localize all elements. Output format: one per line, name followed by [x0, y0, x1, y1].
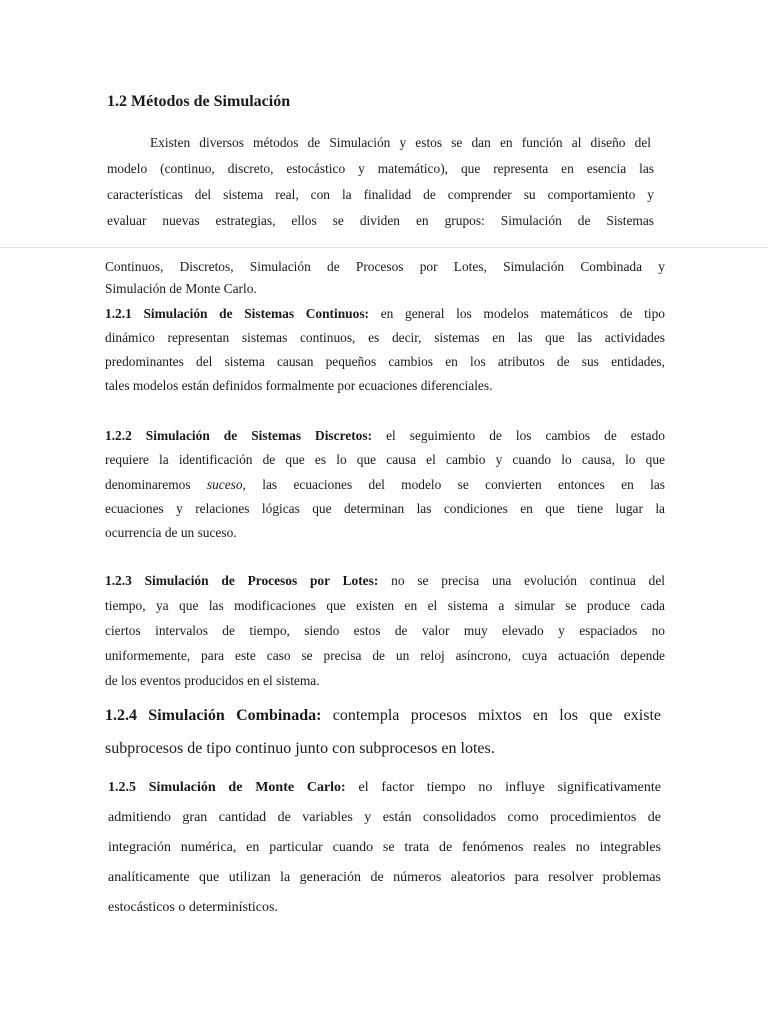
s122-heading: 1.2.2 Simulación de Sistemas Discretos:	[105, 428, 373, 443]
s123-heading: 1.2.3 Simulación de Procesos por Lotes:	[105, 573, 379, 588]
s123-line-3: ciertos intervalos de tiempo, siendo estos de valor muy elevado y espaciados no	[105, 623, 665, 638]
s123-line-4: uniformemente, para este caso se precisa de un reloj asíncrono, cuya actuación depende	[105, 648, 665, 663]
s122-line-5: ocurrencia de un suceso.	[105, 525, 237, 540]
s122-line-1-text: el seguimiento de los cambios de estado	[386, 428, 665, 443]
intro-line-3: características del sistema real, con la finalidad de comprender su comportamiento y	[107, 187, 654, 202]
s122-suceso-emphasis: suceso,	[206, 477, 246, 492]
s121-heading: 1.2.1 Simulación de Sistemas Continuos:	[105, 306, 369, 321]
intro-line-1: Existen diversos métodos de Simulación y estos se dan en función al diseño del	[150, 135, 651, 150]
s123-line-2: tiempo, ya que las modificaciones que existen en el sistema a simular se produce cada	[105, 598, 665, 613]
s121-line-2: dinámico representan sistemas continuos, es decir, sistemas en las que las actividades	[105, 330, 665, 345]
intro-line-4: evaluar nuevas estrategias, ellos se dividen en grupos: Simulación de Sistemas	[107, 213, 654, 228]
s123-line-1	[105, 573, 665, 589]
s123-line-1-text: no se precisa una evolución continua del	[391, 573, 666, 588]
s125-line-4: analíticamente que utilizan la generación de números aleatorios para resolver problemas	[108, 870, 661, 885]
s121-line-3: predominantes del sistema causan pequeños cambios en los atributos de sus entidades,	[105, 354, 665, 369]
s123-line-5: de los eventos producidos en el sistema.	[105, 673, 320, 688]
s122-line-4: ecuaciones y relaciones lógicas que determinan las condiciones en que tiene lugar la	[105, 501, 665, 516]
intro-line-5: Continuos, Discretos, Simulación de Procesos por Lotes, Simulación Combinada y	[105, 259, 665, 274]
s125-line-1-text: el factor tiempo no influye significativamente	[358, 780, 661, 795]
s125-heading: 1.2.5 Simulación de Monte Carlo:	[108, 780, 346, 795]
s122-line-3-b: las ecuaciones del modelo se convierten entonces en las	[262, 477, 665, 492]
s122-line-2: requiere la identificación de que es lo que causa el cambio y cuando lo causa, lo que	[105, 452, 665, 467]
s124-line-2: subprocesos de tipo continuo junto con subprocesos en lotes.	[105, 740, 495, 757]
s122-line-3-a: denominaremos	[105, 477, 191, 492]
page-divider	[0, 247, 768, 248]
s121-line-1	[105, 306, 665, 322]
s121-line-1-text: en general los modelos matemáticos de tipo	[380, 306, 665, 321]
s124-heading: 1.2.4 Simulación Combinada:	[105, 707, 322, 724]
intro-line-2: modelo (continuo, discreto, estocástico y matemático), que representa en esencia las	[107, 161, 654, 176]
s125-line-2: admitiendo gran cantidad de variables y están consolidados como procedimientos de	[108, 810, 661, 825]
s125-line-3: integración numérica, en particular cuando se trata de fenómenos reales no integrables	[108, 840, 661, 855]
s124-line-1-text: contempla procesos mixtos en los que existe	[332, 707, 661, 724]
section-title: 1.2 Métodos de Simulación	[107, 93, 291, 110]
s125-line-5: estocásticos o determinísticos.	[108, 900, 278, 915]
s121-line-4: tales modelos están definidos formalmente por ecuaciones diferenciales.	[105, 378, 493, 393]
s122-line-3	[105, 477, 665, 493]
s125-line-1	[108, 780, 661, 796]
s124-line-1	[105, 706, 661, 726]
s122-line-1	[105, 428, 665, 444]
intro-line-6: Simulación de Monte Carlo.	[105, 281, 257, 296]
